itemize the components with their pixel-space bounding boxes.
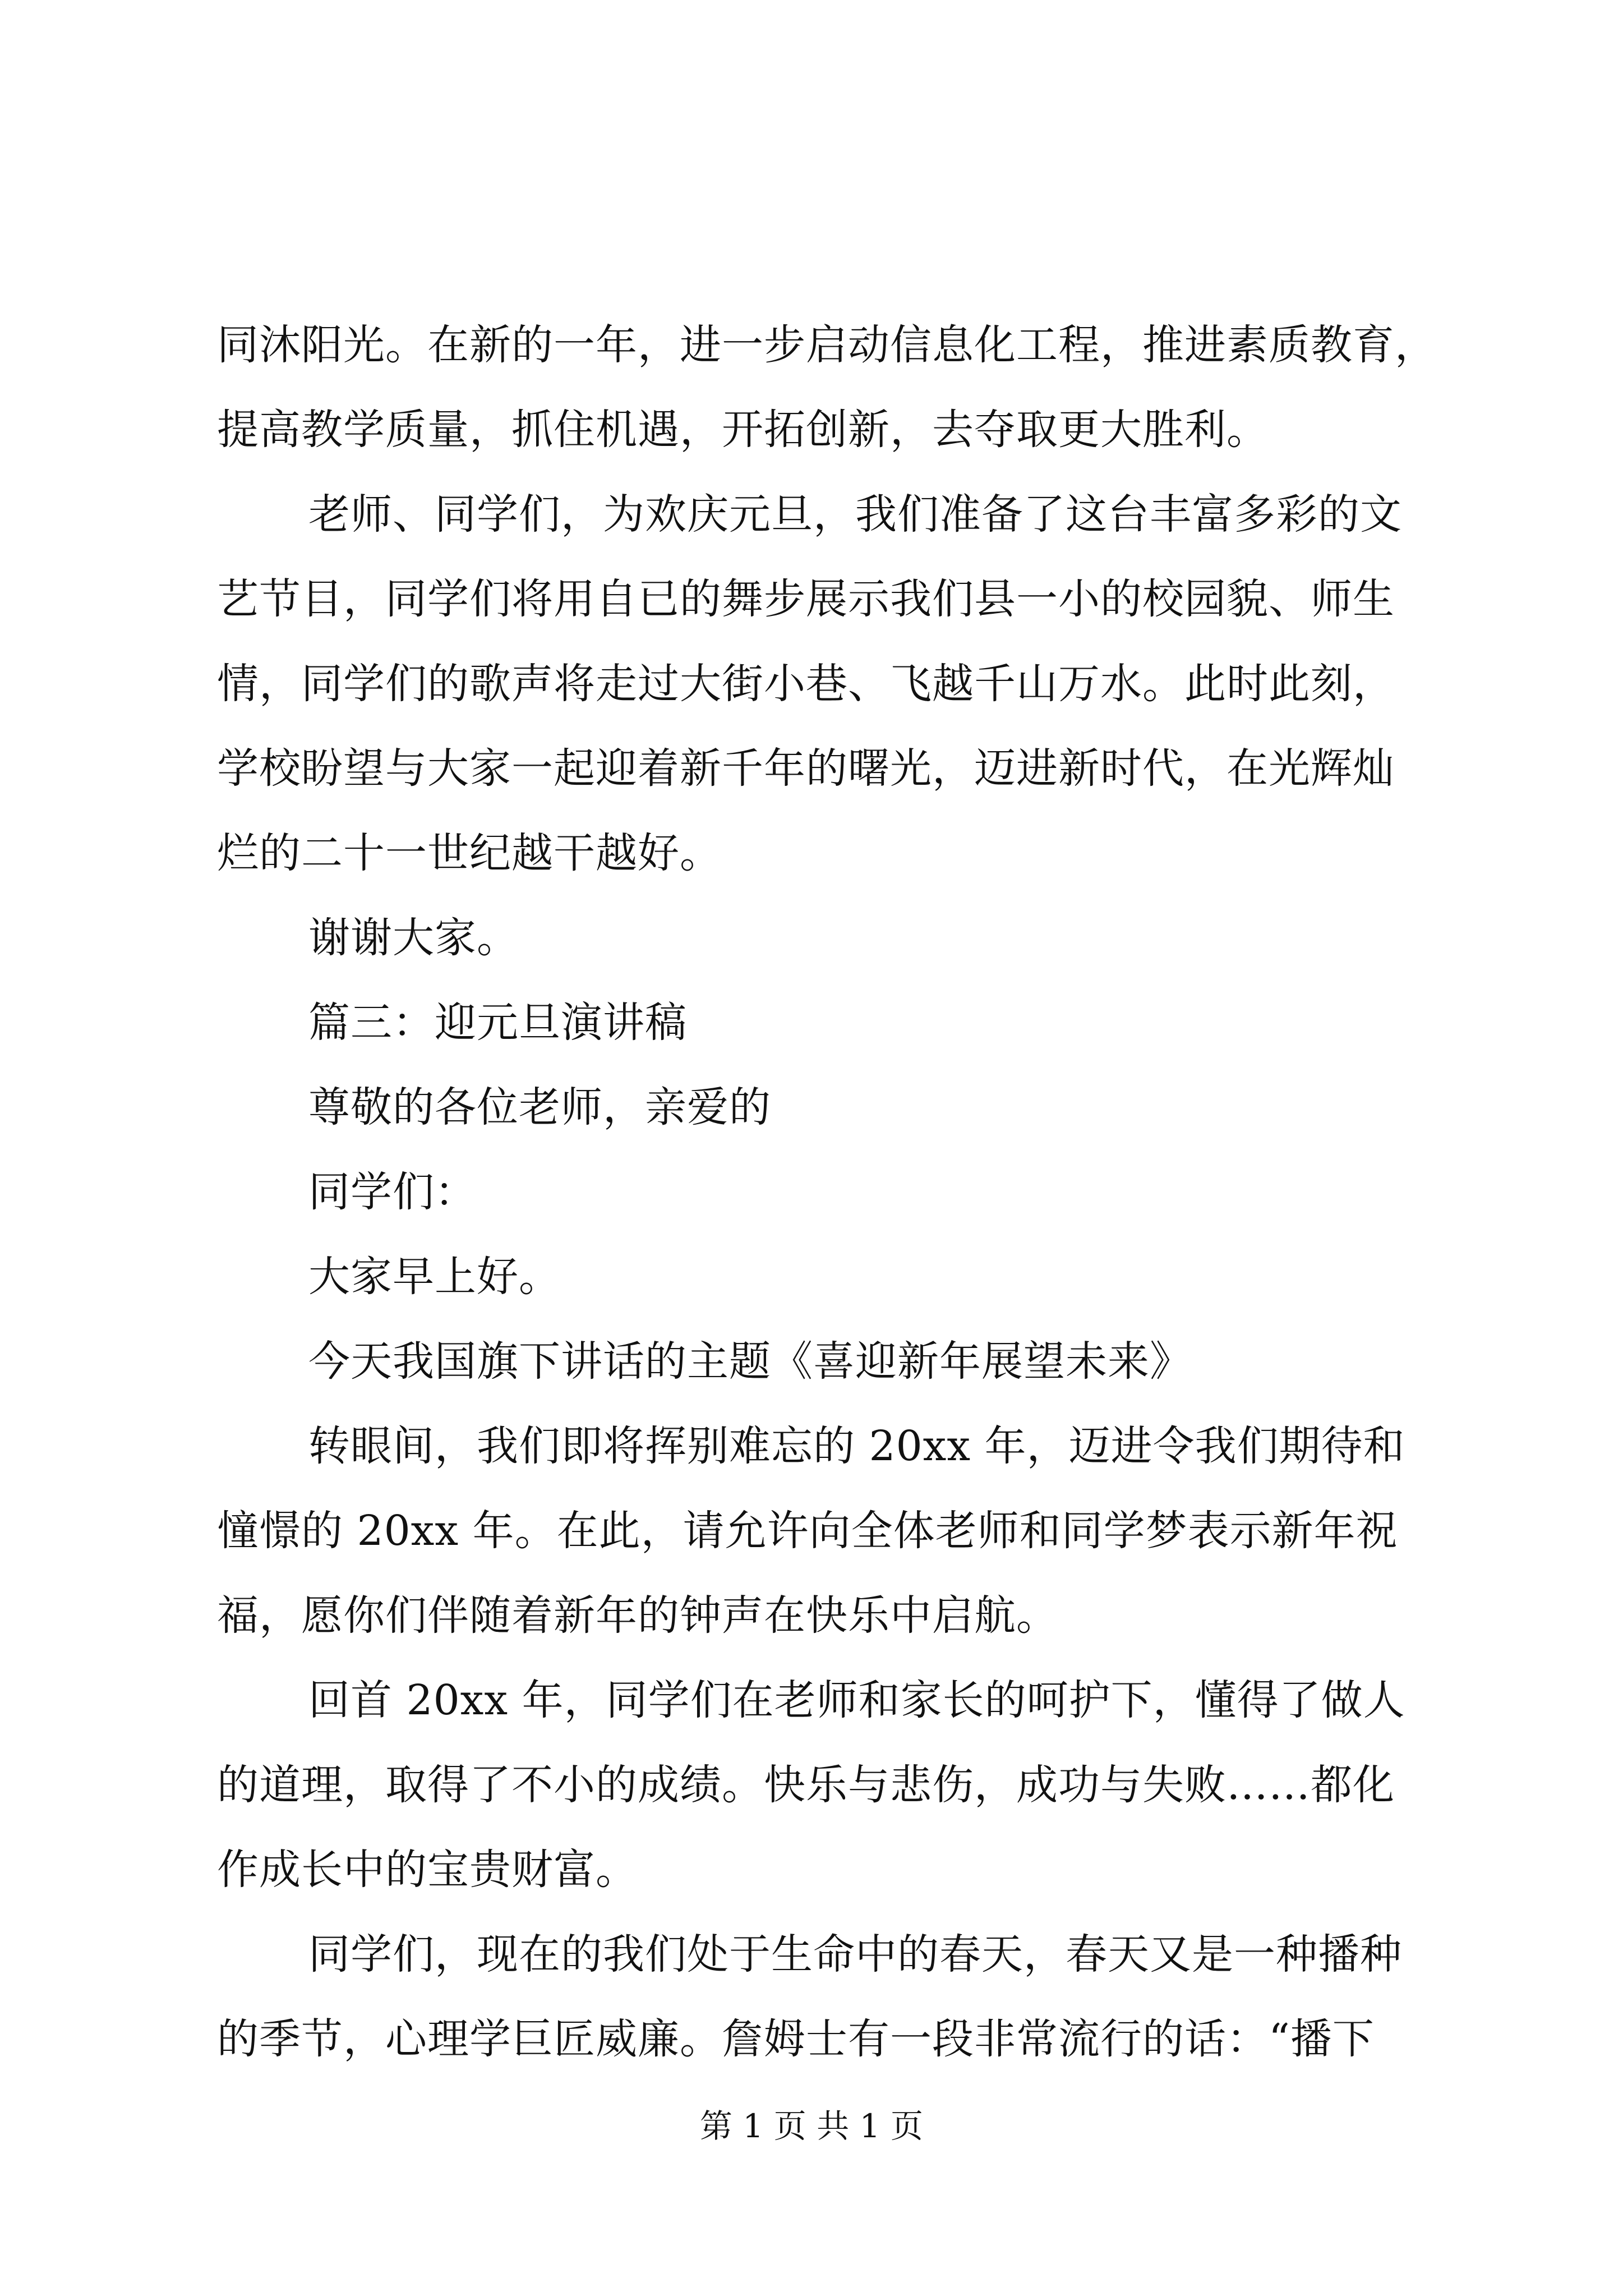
text-line: 今天我国旗下讲话的主题《喜迎新年展望未来》 (308, 1337, 1192, 1386)
text-line: 提高教学质量，抓住机遇，开拓创新，去夺取更大胜利。 (217, 406, 1269, 454)
text-line: 的季节，心理学巨匠威廉。詹姆士有一段非常流行的话：“播下 (217, 2015, 1375, 2063)
text-line: 大家早上好。 (308, 1253, 561, 1301)
page-number-footer: 第 1 页 共 1 页 (700, 2107, 923, 2145)
section-heading: 篇三：迎元旦演讲稿 (308, 999, 687, 1047)
document-body (217, 303, 1437, 2082)
text-line: 转眼间，我们即将挥别难忘的 20xx 年，迈进令我们期待和 (308, 1422, 1405, 1470)
text-line: 同学们： (308, 1168, 477, 1216)
text-line: 烂的二十一世纪越干越好。 (217, 829, 722, 877)
text-line: 同沐阳光。在新的一年，进一步启动信息化工程，推进素质教育， (217, 321, 1437, 369)
text-line: 谢谢大家。 (308, 914, 519, 962)
text-line: 作成长中的宝贵财富。 (217, 1846, 638, 1894)
text-line: 学校盼望与大家一起迎着新千年的曙光，迈进新时代，在光辉灿 (217, 744, 1395, 793)
text-line: 福，愿你们伴随着新年的钟声在快乐中启航。 (217, 1591, 1058, 1640)
text-line: 回首 20xx 年，同学们在老师和家长的呵护下，懂得了做人 (308, 1676, 1405, 1724)
text-line: 的道理，取得了不小的成绩。快乐与悲伤，成功与失败……都化 (217, 1761, 1395, 1809)
text-line: 情，同学们的歌声将走过大街小巷、飞越千山万水。此时此刻， (217, 660, 1395, 708)
text-line: 老师、同学们，为欢庆元旦，我们准备了这台丰富多彩的文 (308, 490, 1402, 539)
text-line: 憧憬的 20xx 年。在此，请允许向全体老师和同学梦表示新年祝 (217, 1507, 1398, 1555)
text-line: 艺节目，同学们将用自已的舞步展示我们县一小的校园貌、师生 (217, 575, 1395, 623)
text-line: 尊敬的各位老师，亲爱的 (308, 1083, 771, 1131)
text-line: 同学们，现在的我们处于生命中的春天，春天又是一种播种 (308, 1930, 1402, 1978)
